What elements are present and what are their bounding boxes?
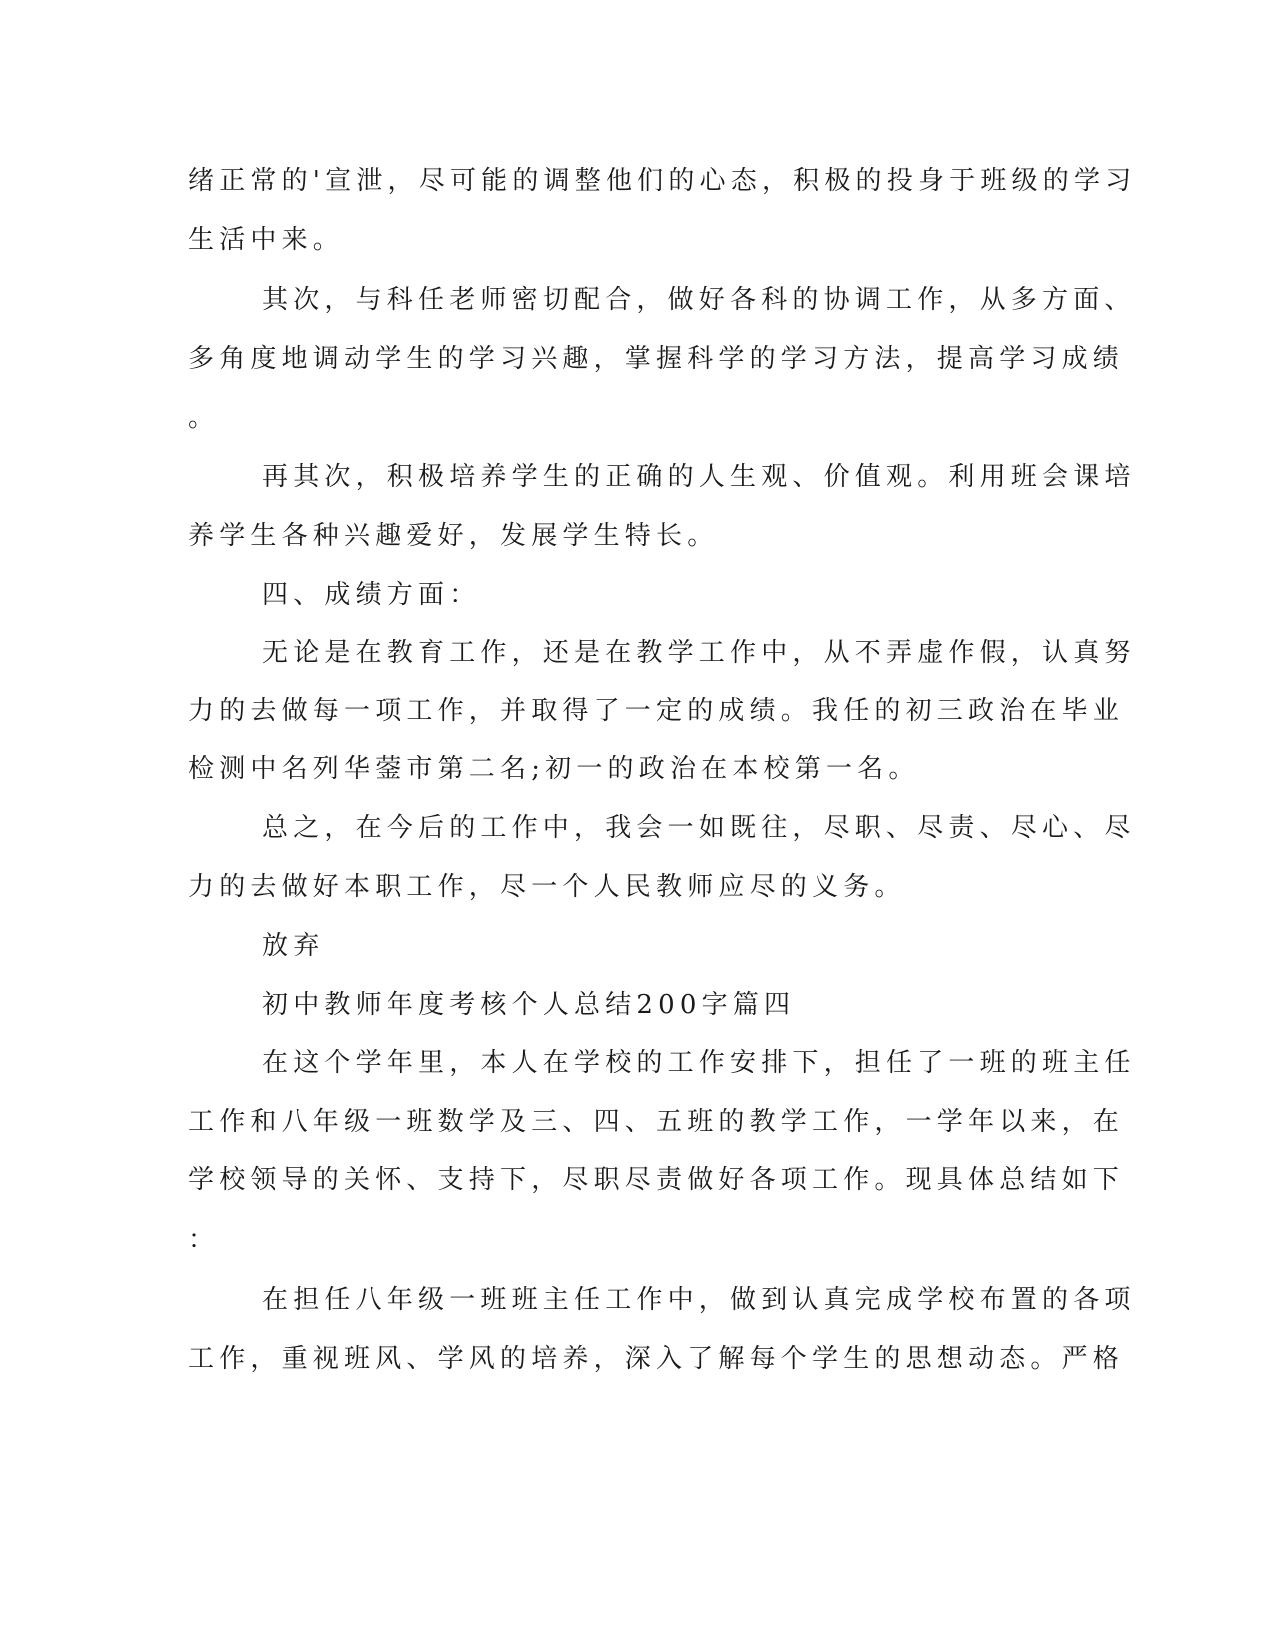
text-line: 生活中来。 <box>188 225 345 255</box>
text-line: 再其次，积极培养学生的正确的人生观、价值观。利用班会课培 <box>262 462 1136 492</box>
text-line: 养学生各种兴趣爱好，发展学生特长。 <box>188 521 719 551</box>
text-line: 总之，在今后的工作中，我会一如既往，尽职、尽责、尽心、尽 <box>262 813 1136 843</box>
text-line: 多角度地调动学生的学习兴趣，掌握科学的学习方法，提高学习成绩 <box>188 344 1125 374</box>
text-line: 绪正常的'宣泄，尽可能的调整他们的心态，积极的投身于班级的学习 <box>188 166 1137 196</box>
text-line: 放弃 <box>262 931 325 961</box>
text-line: 学校领导的关怀、支持下，尽职尽责做好各项工作。现具体总结如下 <box>188 1165 1125 1195</box>
text-line: 力的去做每一项工作，并取得了一定的成绩。我任的初三政治在毕业 <box>188 696 1125 726</box>
text-line: 。 <box>188 403 220 433</box>
text-line: 其次，与科任老师密切配合，做好各科的协调工作，从多方面、 <box>262 285 1136 315</box>
text-line: 检测中名列华蓥市第二名;初一的政治在本校第一名。 <box>188 754 920 784</box>
text-line: 无论是在教育工作，还是在教学工作中，从不弄虚作假，认真努 <box>262 638 1136 668</box>
text-line: ： <box>188 1225 220 1255</box>
text-line: 力的去做好本职工作，尽一个人民教师应尽的义务。 <box>188 872 906 902</box>
article-title: 初中教师年度考核个人总结200字篇四 <box>262 990 796 1020</box>
text-line: 工作，重视班风、学风的培养，深入了解每个学生的思想动态。严格 <box>188 1344 1125 1374</box>
text-line: 在这个学年里，本人在学校的工作安排下，担任了一班的班主任 <box>262 1048 1136 1078</box>
text-line: 工作和八年级一班数学及三、四、五班的教学工作，一学年以来，在 <box>188 1107 1125 1137</box>
text-line: 在担任八年级一班班主任工作中，做到认真完成学校布置的各项 <box>262 1285 1136 1315</box>
section-heading: 四、成绩方面： <box>262 580 481 610</box>
